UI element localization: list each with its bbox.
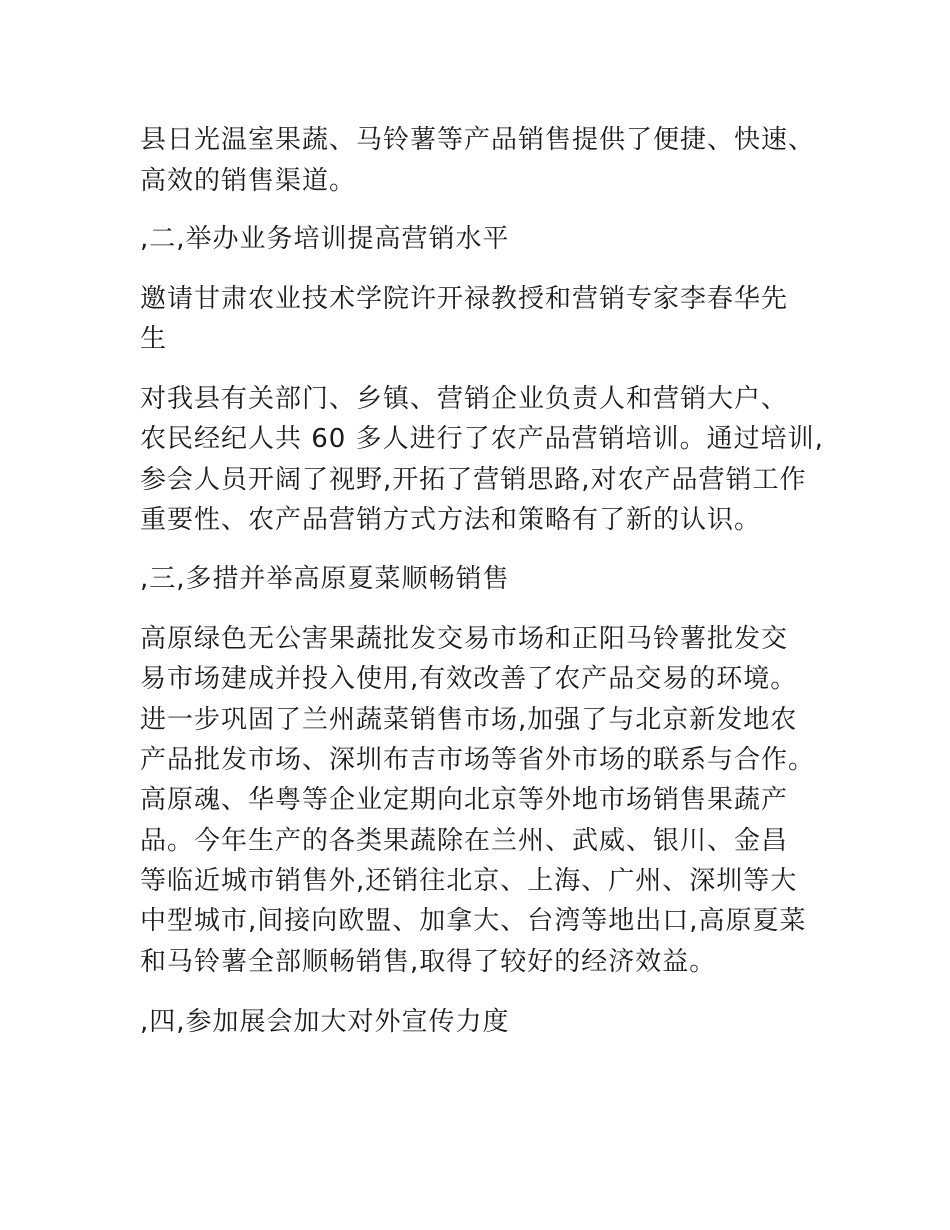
paragraph-line: 等临近城市销售外,还销往北京、上海、广州、深圳等大 xyxy=(140,866,798,896)
paragraph-line: 品。今年生产的各类果蔬除在兰州、武威、银川、金昌 xyxy=(140,826,789,856)
paragraph-line: 易市场建成并投入使用,有效改善了农产品交易的环境。 xyxy=(140,664,798,694)
paragraph-line: 进一步巩固了兰州蔬菜销售市场,加强了与北京新发地农 xyxy=(140,705,798,735)
paragraph-line: 对我县有关部门、乡镇、营销企业负责人和营销大户、 xyxy=(140,384,789,414)
paragraph-line: 重要性、农产品营销方式方法和策略有了新的认识。 xyxy=(140,505,762,535)
paragraph-line: 高原魂、华粤等企业定期向北京等外地市场销售果蔬产 xyxy=(140,785,789,815)
paragraph-line: 产品批发市场、深圳布吉市场等省外市场的联系与合作。 xyxy=(140,745,816,775)
paragraph-line: 县日光温室果蔬、马铃薯等产品销售提供了便捷、快速、 xyxy=(140,125,816,155)
section-heading: ,三,多措并举高原夏菜顺畅销售 xyxy=(140,564,510,594)
paragraph-line: 高原绿色无公害果蔬批发交易市场和正阳马铃薯批发交 xyxy=(140,624,789,654)
section-heading: ,二,举办业务培训提高营销水平 xyxy=(140,224,510,254)
paragraph-line: 中型城市,间接向欧盟、加拿大、台湾等地出口,高原夏菜 xyxy=(140,906,807,936)
section-heading: ,四,参加展会加大对外宣传力度 xyxy=(140,1007,510,1037)
paragraph-line: 邀请甘肃农业技术学院许开禄教授和营销专家李春华先 xyxy=(140,284,789,314)
paragraph-line: 生 xyxy=(140,324,168,354)
paragraph-line: 和马铃薯全部顺畅销售,取得了较好的经济效益。 xyxy=(140,947,717,977)
paragraph-line: 参会人员开阔了视野,开拓了营销思路,对农产品营销工作 xyxy=(140,465,807,495)
paragraph-line: 高效的销售渠道。 xyxy=(140,166,357,196)
paragraph-line: 农民经纪人共 60 多人进行了农产品营销培训。通过培训, xyxy=(140,424,824,454)
